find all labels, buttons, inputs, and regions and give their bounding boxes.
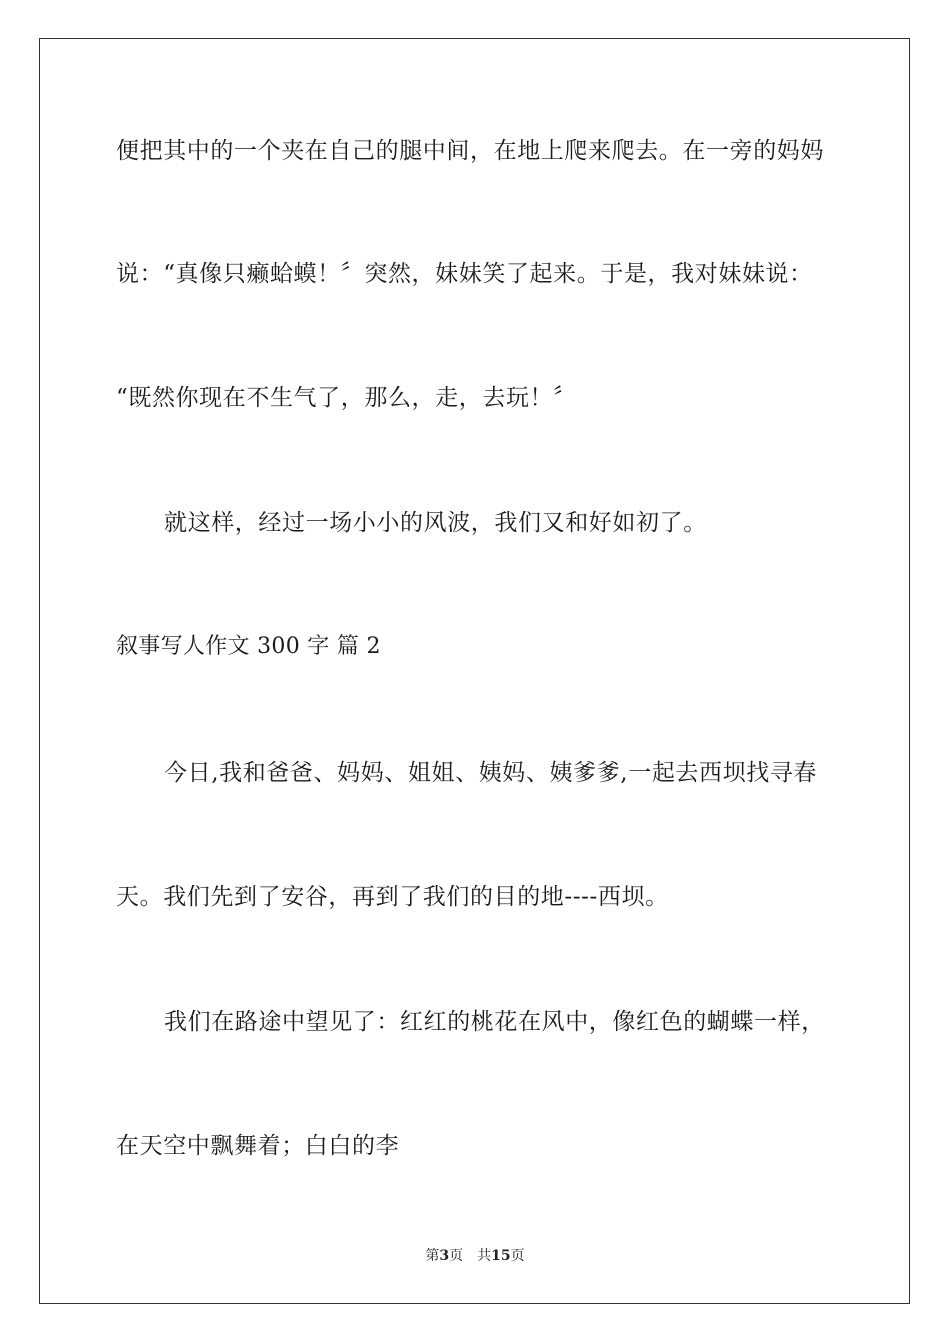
footer-page-number: 3 [439, 1248, 450, 1264]
page-footer [0, 1246, 950, 1266]
text-line-1: 便把其中的一个夹在自己的腿中间，在地上爬来爬去。在一旁的妈妈 [116, 138, 824, 164]
footer-page-suffix: 页 [449, 1248, 464, 1264]
footer-total-pages: 15 [491, 1248, 511, 1264]
text-line-7: 我们在路途中望见了：红红的桃花在风中，像红色的蝴蝶一样， [164, 1009, 825, 1035]
footer-total-suffix: 页 [510, 1248, 525, 1264]
text-line-6: 天。我们先到了安谷，再到了我们的目的地----西坝。 [116, 884, 669, 910]
text-line-5: 今日,我和爸爸、妈妈、姐姐、姨妈、姨爹爹,一起去西坝找寻春 [164, 760, 818, 786]
text-line-4: 就这样，经过一场小小的风波，我们又和好如初了。 [164, 510, 707, 536]
footer-total-prefix: 共 [477, 1248, 492, 1264]
text-line-8: 在天空中飘舞着；白白的李 [116, 1133, 400, 1159]
text-line-2: 说：“真像只癞蛤蟆！〞突然，妹妹笑了起来。于是，我对妹妹说： [116, 261, 813, 287]
text-line-3: “既然你现在不生气了，那么，走，去玩！〞 [116, 385, 577, 411]
page-border [39, 38, 910, 1304]
section-heading: 叙事写人作文 300 字 篇 2 [116, 634, 381, 659]
footer-prefix: 第 [425, 1248, 440, 1264]
